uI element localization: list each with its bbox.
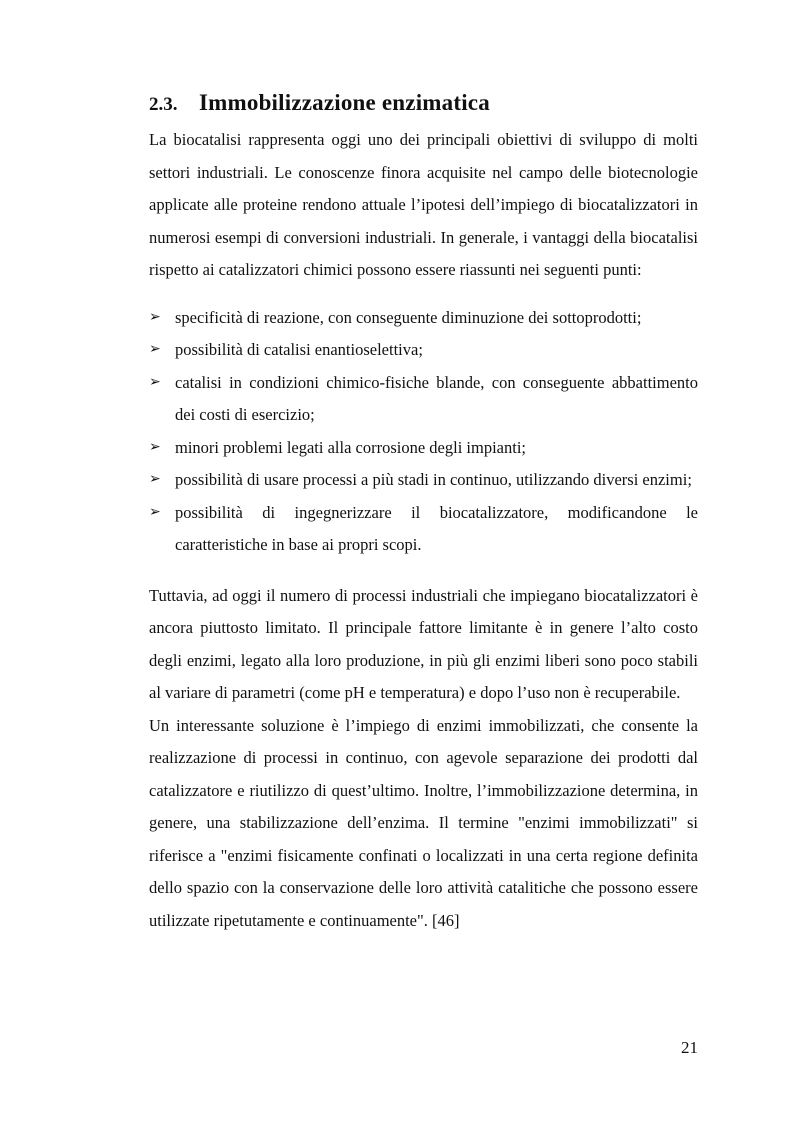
list-item [149,367,698,432]
arrow-bullet-icon: ➢ [149,309,161,325]
list-item-text: possibilità di usare processi a più stadi in continuo, utilizzando diversi enzimi; [175,470,692,489]
section-heading [149,90,698,116]
advantages-list [149,302,698,562]
arrow-bullet-icon: ➢ [149,374,161,390]
list-item-text: minori problemi legati alla corrosione degli impianti; [175,437,526,457]
arrow-bullet-icon: ➢ [149,504,161,520]
page-body [149,90,698,937]
list-item [149,464,698,497]
arrow-bullet-icon: ➢ [149,439,161,455]
section-title: Immobilizzazione enzimatica [199,90,490,115]
intro-paragraph: La biocatalisi rappresenta oggi uno dei principali obiettivi di sviluppo di molti settori industriali. Le conoscenze finora acquisite nel campo delle biotecnologie applicate alle proteine rendono attuale l’ipotesi dell’impiego di biocatalizzatori in numerosi esempi di conversioni industriali. In generale, i vantaggi della biocatalisi rispetto ai catalizzatori chimici possono essere riassunti nei seguenti punti: [149,130,698,279]
arrow-bullet-icon: ➢ [149,342,161,357]
list-item-text: specificità di reazione, con conseguente diminuzione dei sottoprodotti; [175,307,642,327]
arrow-bullet-icon: ➢ [149,472,161,487]
list-item [149,497,698,562]
list-item-text: possibilità di catalisi enantioselettiva; [175,340,423,359]
list-item-text: catalisi in condizioni chimico-fisiche blande, con conseguente abbattimento dei costi di esercizio; [175,372,698,424]
section-number: 2.3. [149,94,178,115]
soluzione-paragraph: Un interessante soluzione è l’impiego di enzimi immobilizzati, che consente la realizzazione di processi in continuo, con agevole separazione dei prodotti dal catalizzatore e riutilizzo di quest’ultimo. Inoltre, l’immobilizzazione determina, in genere, una stabilizzazione dell’enzima. Il termine "enzimi immobilizzati" si riferisce a "enzimi fisicamente confinati o localizzati in una certa regione definita dello spazio con la conservazione delle loro attività catalitiche che possono essere utilizzate ripetutamente e continuamente". [46] [149,715,698,930]
list-item [149,334,698,367]
list-item [149,302,698,335]
page-number: 21 [681,1038,698,1057]
paragraph-gap [149,562,698,580]
list-item-text: possibilità di ingegnerizzare il biocatalizzatore, modificandone le caratteristiche in base ai propri scopi. [175,502,698,554]
list-item [149,432,698,465]
tuttavia-paragraph: Tuttavia, ad oggi il numero di processi industriali che impiegano biocatalizzatori è ancora piuttosto limitato. Il principale fattore limitante è in genere l’alto costo degli enzimi, legato alla loro produzione, in più gli enzimi liberi sono poco stabili al variare di parametri (come pH e temperatura) e dopo l’uso non è recuperabile. [149,585,698,702]
